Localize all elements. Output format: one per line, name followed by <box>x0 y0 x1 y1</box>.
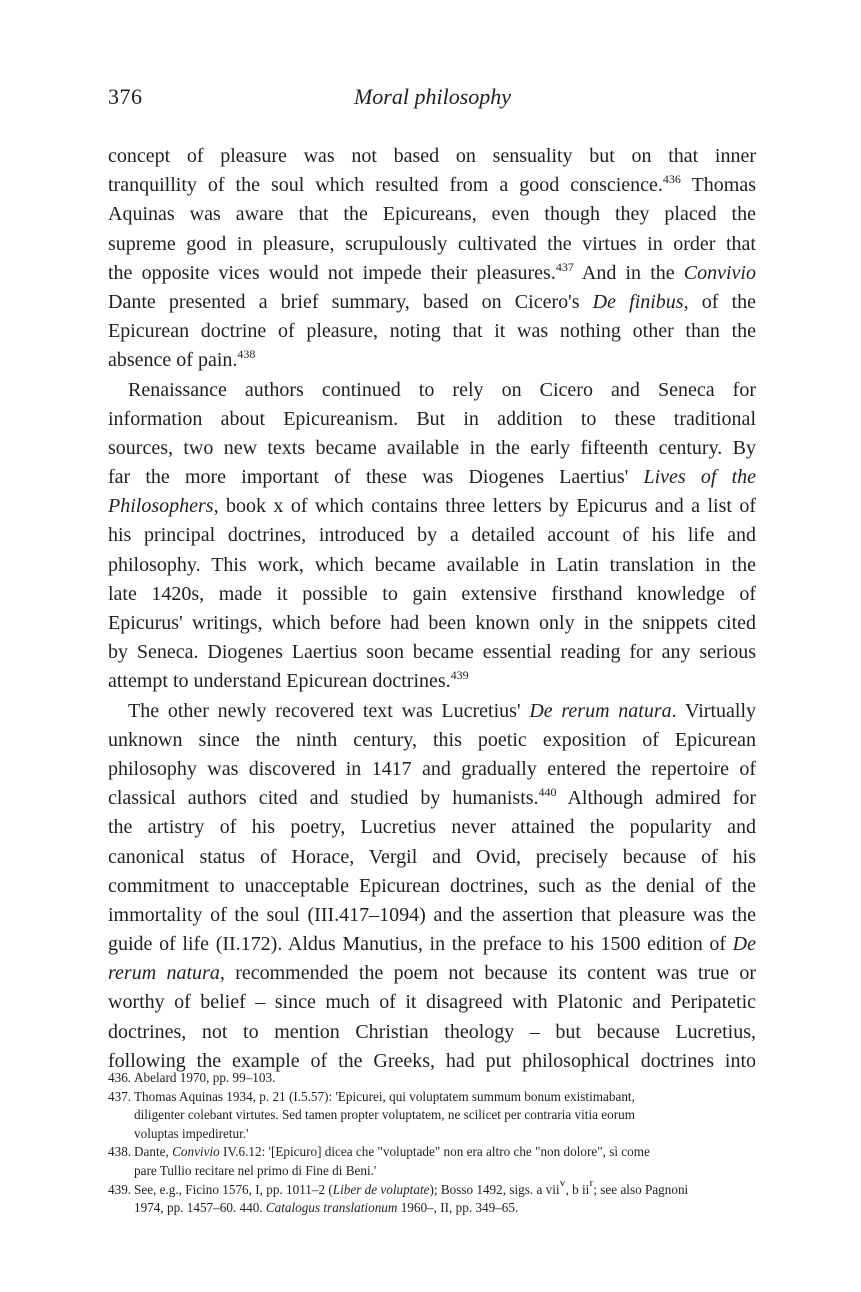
text-line: Aquinas was aware that the Epicureans, even though they placed the <box>108 203 756 226</box>
footnote-line: Dante, Convivio IV.6.12: '[Epicuro] dicea che "voluptade" non era altro che "non dolore", sì come <box>134 1144 650 1160</box>
text-line: Epicurus' writings, which before had been known only in the snippets cited <box>108 612 756 634</box>
text-line: doctrines, not to mention Christian theology – but because Lucretius, <box>108 1020 756 1043</box>
text-line: his principal doctrines, introduced by a detailed account of his life and <box>108 524 756 547</box>
text-line: rerum natura, recommended the poem not because its content was true or <box>108 962 756 985</box>
text-line: the opposite vices would not impede their pleasures.$^{437}$ And in the Convivio <box>108 259 756 284</box>
footnote-number: 436. <box>108 1070 132 1085</box>
text-line: classical authors cited and studied by humanists.$^{440}$ Although admired for <box>108 785 756 810</box>
text-line: Renaissance authors continued to rely on Cicero and Seneca for <box>128 378 756 401</box>
text-line: guide of life (II.172). Aldus Manutius, in the preface to his 1500 edition of De <box>108 933 756 956</box>
text-line: Epicurean doctrine of pleasure, noting that it was nothing other than the <box>108 320 756 343</box>
text-line: sources, two new texts became available in the early fifteenth century. By <box>108 436 756 459</box>
footnote-line: voluptas impediretur.' <box>134 1125 249 1141</box>
text-line: information about Epicureanism. But in addition to these traditional <box>108 407 756 430</box>
footnote-line: Thomas Aquinas 1934, p. 21 (I.5.57): 'Epicurei, qui voluptatem summum bonum existimabant, <box>134 1088 635 1104</box>
footnote-number: 438. <box>108 1144 132 1160</box>
footnote-439 <box>108 1181 756 1218</box>
footnote-number: 437. <box>108 1088 132 1104</box>
text-line: worthy of belief – since much of it disagreed with Platonic and Peripatetic <box>108 991 756 1014</box>
page-header <box>108 84 757 120</box>
text-line: absence of pain.$^{438}$ <box>108 347 256 372</box>
page-number: 376 <box>108 84 143 109</box>
text-line: canonical status of Horace, Vergil and Ovid, precisely because of his <box>108 845 756 868</box>
text-line: concept of pleasure was not based on sensuality but on that inner <box>108 145 756 167</box>
footnote-ref[interactable]: 438 <box>237 347 256 362</box>
text-line: the artistry of his poetry, Lucretius never attained the popularity and <box>108 816 756 839</box>
footnote-436 <box>108 1069 756 1088</box>
text-line: supreme good in pleasure, scrupulously cultivated the virtues in order that <box>108 232 756 255</box>
body-text <box>108 142 756 1076</box>
text-line: far the more important of these was Diogenes Laertius' Lives of the <box>108 466 756 489</box>
text-line: The other newly recovered text was Lucretius' De rerum natura. Virtually <box>128 699 756 722</box>
footnote-438 <box>108 1143 756 1180</box>
running-title: Moral philosophy <box>353 84 512 109</box>
footnote-line: pare Tullio recitare nel primo di Fine di Beni.' <box>134 1162 377 1178</box>
text-line: commitment to unacceptable Epicurean doctrines, such as the denial of the <box>108 874 756 897</box>
footnote-ref[interactable]: 440 <box>538 785 557 800</box>
text-line: by Seneca. Diogenes Laertius soon became essential reading for any serious <box>108 641 756 664</box>
text-line: philosophy was discovered in 1417 and gradually entered the repertoire of <box>108 757 756 780</box>
footnote-line: Abelard 1970, pp. 99–103. <box>134 1070 276 1085</box>
footnote-line: See, e.g., Ficino 1576, I, pp. 1011–2 (Liber de voluptate); Bosso 1492, sigs. a vii$^v$, b $ii^r$; see also Pagnoni <box>134 1180 689 1197</box>
footnote-ref[interactable]: 436 <box>662 172 681 187</box>
footnote-line: 1974, pp. 1457–60. 440. Catalogus translationum 1960–, II, pp. 349–65. <box>134 1200 519 1216</box>
footnote-line: diligenter colebant virtutes. Sed tamen propter voluptatem, ne scilicet per contraria vitia eorum <box>134 1107 635 1123</box>
text-line: attempt to understand Epicurean doctrines.$^{439}$ <box>108 668 469 693</box>
text-line: Dante presented a brief summary, based on Cicero's De finibus, of the <box>108 290 756 313</box>
footnote-number: 439. <box>108 1181 132 1197</box>
text-line: late 1420s, made it possible to gain extensive firsthand knowledge of <box>108 582 756 605</box>
footnotes <box>108 1069 756 1218</box>
text-line: following the example of the Greeks, had put philosophical doctrines into <box>108 1049 756 1072</box>
footnote-ref[interactable]: 439 <box>450 668 469 683</box>
text-line: unknown since the ninth century, this poetic exposition of Epicurean <box>108 728 756 751</box>
text-line: philosophy. This work, which became available in Latin translation in the <box>108 553 756 576</box>
footnote-ref[interactable]: 437 <box>555 259 574 274</box>
text-line: tranquillity of the soul which resulted from a good conscience.$^{436}$ Thomas <box>108 172 756 197</box>
text-line: Philosophers, book x of which contains three letters by Epicurus and a list of <box>108 495 756 518</box>
footnote-437 <box>108 1088 756 1144</box>
text-line: immortality of the soul (III.417–1094) and the assertion that pleasure was the <box>108 903 756 926</box>
